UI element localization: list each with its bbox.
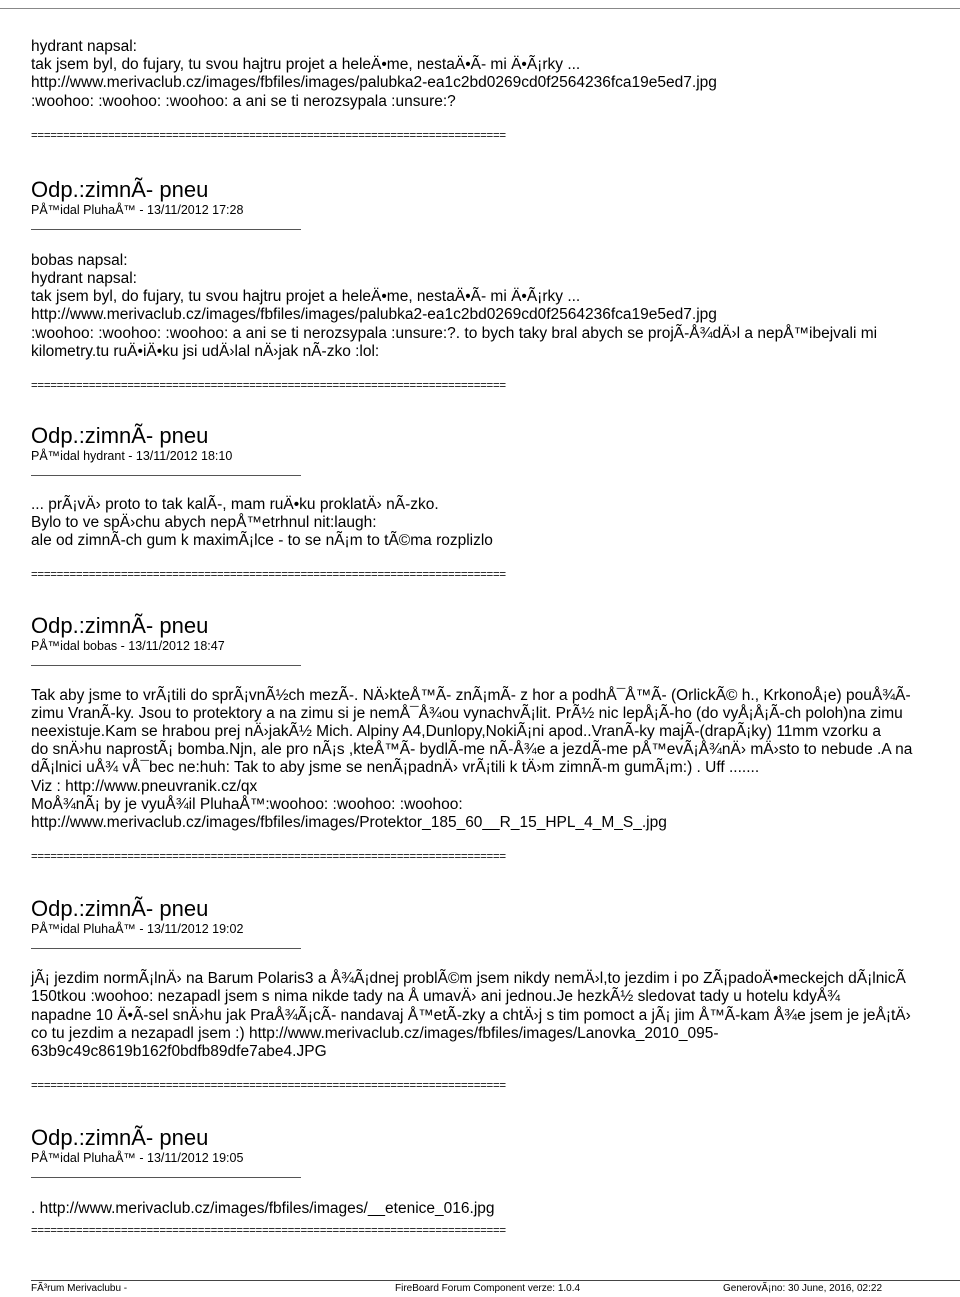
quote-line: http://www.merivaclub.cz/images/fbfiles/images/palubka2-ea1c2bd0269cd0f2564236fca19e5ed7.jpg <box>31 74 717 92</box>
post-body-line: tak jsem byl, do fujary, tu svou hajtru projet a heleÄ•me, nestaÄ•Ã- mi Ä•Ã¡rky ... <box>31 288 581 306</box>
post-body-line: neexistuje.Kam se hrabou prej nÄ›jakÃ½ Mich. Alpiny A4,Dunlopy,NokiÃ¡ni apod..VranÃ-ky majÃ-(drapÃ¡ky) 11mm vzorku a <box>31 723 881 741</box>
post-separator: ========================================================================== <box>31 380 506 393</box>
post-body-line: ale od zimnÃ-ch gum k maximÃ¡lce - to se nÃ¡m to tÃ©ma rozplizlo <box>31 532 493 550</box>
post-body-line: Bylo to ve spÄ›chu abych nepÅ™etrhnul nit:laugh: <box>31 514 377 532</box>
post-meta: PÅ™idal PluhaÅ™ - 13/11/2012 19:05 <box>31 1151 244 1166</box>
post-title: Odp.:zimnÃ- pneu <box>31 176 209 202</box>
post-body-line: Viz : http://www.pneuvranik.cz/qx <box>31 777 258 795</box>
quote-line: tak jsem byl, do fujary, tu svou hajtru projet a heleÄ•me, nestaÄ•Ã- mi Ä•Ã¡rky ... <box>31 56 581 74</box>
post-title: Odp.:zimnÃ- pneu <box>31 423 209 449</box>
post-body-line: 150tkou :woohoo: nezapadl jsem s nima nikde tady na Å umavÄ› ani jednou.Je hezkÃ½ sledovat tady u hotelu kdyÅ¾ <box>31 988 841 1006</box>
footer-rule <box>31 1280 960 1281</box>
post-separator: ========================================================================== <box>31 851 506 864</box>
footer-generated-date: GenerovÃ¡no: 30 June, 2016, 02:22 <box>723 1283 883 1294</box>
post-body-line: co tu jezdim a nezapadl jsem :) http://www.merivaclub.cz/images/fbfiles/images/Lanovka_2010_095- <box>31 1024 719 1042</box>
top-border <box>0 8 960 9</box>
post-title: Odp.:zimnÃ- pneu <box>31 1125 209 1151</box>
post-body-line: hydrant napsal: <box>31 270 137 288</box>
post-body-line: . http://www.merivaclub.cz/images/fbfiles/images/__etenice_016.jpg <box>31 1200 495 1218</box>
post-body-line: http://www.merivaclub.cz/images/fbfiles/images/palubka2-ea1c2bd0269cd0f2564236fca19e5ed7.jpg <box>31 306 717 324</box>
post <box>31 423 960 551</box>
post-meta: PÅ™idal PluhaÅ™ - 13/11/2012 17:28 <box>31 202 244 217</box>
post <box>31 1125 960 1218</box>
post <box>31 896 960 1061</box>
post-body-line: MoÅ¾nÃ¡ by je vyuÅ¾il PluhaÅ™:woohoo: :woohoo: :woohoo: <box>31 795 463 813</box>
footer-site-name: FÃ³rum Merivaclubu - <box>31 1283 128 1294</box>
post-body-line: zimu VranÃ-ky. Jsou to protektory a na zimu si je nemÅ¯Å¾ou vynachvÃ¡lit. PrÃ½ nic lepÅ¡Ã-ho (do vyÅ¡Å¡Ã-ch poloh)na zimu <box>31 704 903 722</box>
post-separator: ========================================================================== <box>31 568 506 581</box>
post-body-line: ... prÃ¡vÄ› proto to tak kalÃ-, mam ruÄ•ku proklatÄ› nÃ-zko. <box>31 496 439 514</box>
post-body-line: :woohoo: :woohoo: :woohoo: a ani se ti nerozsypala :unsure:?. to bych taky bral abych se projÃ-Å¾dÄ›l a nepÅ™ibejvali mi <box>31 324 878 342</box>
post-body-line: dÃ¡lnici uÅ¾ vÅ¯bec ne:huh: Tak to aby jsme se nenÃ¡padnÄ› vrÃ¡tili k tÄ›m zimnÃ-m gumÃ¡m:) . Uff ....... <box>31 759 760 777</box>
post-body-line: Tak aby jsme to vrÃ¡tili do sprÃ¡vnÃ½ch mezÃ-. NÄ›kteÅ™Ã- znÃ¡mÃ- z hor a podhÅ¯Å™Ã- (OrlickÃ© h., KrkonoÅ¡e) pouÅ¾Ã- <box>31 686 911 704</box>
post-body-line: napadne 10 Ä•Ã-sel snÄ›hu jak PraÅ¾Ã¡cÃ- nandavaj Å™etÃ-zky a chtÄ›j s tim pomoct a jÃ¡ jim Å™Ã-kam Å¾e jsem je jeÅ¡tÄ› <box>31 1006 911 1024</box>
quote-line: :woohoo: :woohoo: :woohoo: a ani se ti nerozsypala :unsure:? <box>31 92 456 110</box>
post-separator: ========================================================================== <box>31 1225 506 1238</box>
post-meta: PÅ™idal hydrant - 13/11/2012 18:10 <box>31 449 233 464</box>
post-separator: ========================================================================== <box>31 1080 506 1093</box>
post-title: Odp.:zimnÃ- pneu <box>31 896 209 922</box>
post-body-line: do snÄ›hu naprostÃ¡ bomba.Njn, ale pro nÃ¡s ,kteÅ™Ã- bydlÃ-me nÃ-Å¾e a jezdÃ-me pÅ™evÃ¡Å¾nÄ› mÄ›sto to nebude .A na <box>31 741 913 759</box>
quote-block <box>31 38 960 111</box>
post-meta: PÅ™idal bobas - 13/11/2012 18:47 <box>31 638 225 653</box>
post-body-line: jÃ¡ jezdim normÃ¡lnÄ› na Barum Polaris3 a Å¾Ã¡dnej problÃ©m jsem nikdy nemÄ›l,to jezdim i po ZÃ¡padoÄ•meckejch dÃ¡lnicÃ <box>31 970 906 988</box>
post <box>31 177 960 361</box>
quote-line: hydrant napsal: <box>31 38 137 55</box>
post-meta: PÅ™idal PluhaÅ™ - 13/11/2012 19:02 <box>31 922 244 937</box>
post-body-line: 63b9c49c8619b162f0bdfb89dfe7abe4.JPG <box>31 1043 327 1061</box>
post-body-line: bobas napsal: <box>31 251 128 269</box>
footer-component-version: FireBoard Forum Component verze: 1.0.4 <box>395 1283 581 1294</box>
forum-thread-page <box>31 38 960 1238</box>
post-body-line: kilometry.tu ruÄ•iÄ•ku jsi udÄ›lal nÄ›jak nÃ-zko :lol: <box>31 342 380 360</box>
post-separator: ========================================================================== <box>31 129 506 142</box>
post <box>31 613 960 833</box>
post-body-line: http://www.merivaclub.cz/images/fbfiles/images/Protektor_185_60__R_15_HPL_4_M_S_.jpg <box>31 814 667 832</box>
post-title: Odp.:zimnÃ- pneu <box>31 612 209 638</box>
